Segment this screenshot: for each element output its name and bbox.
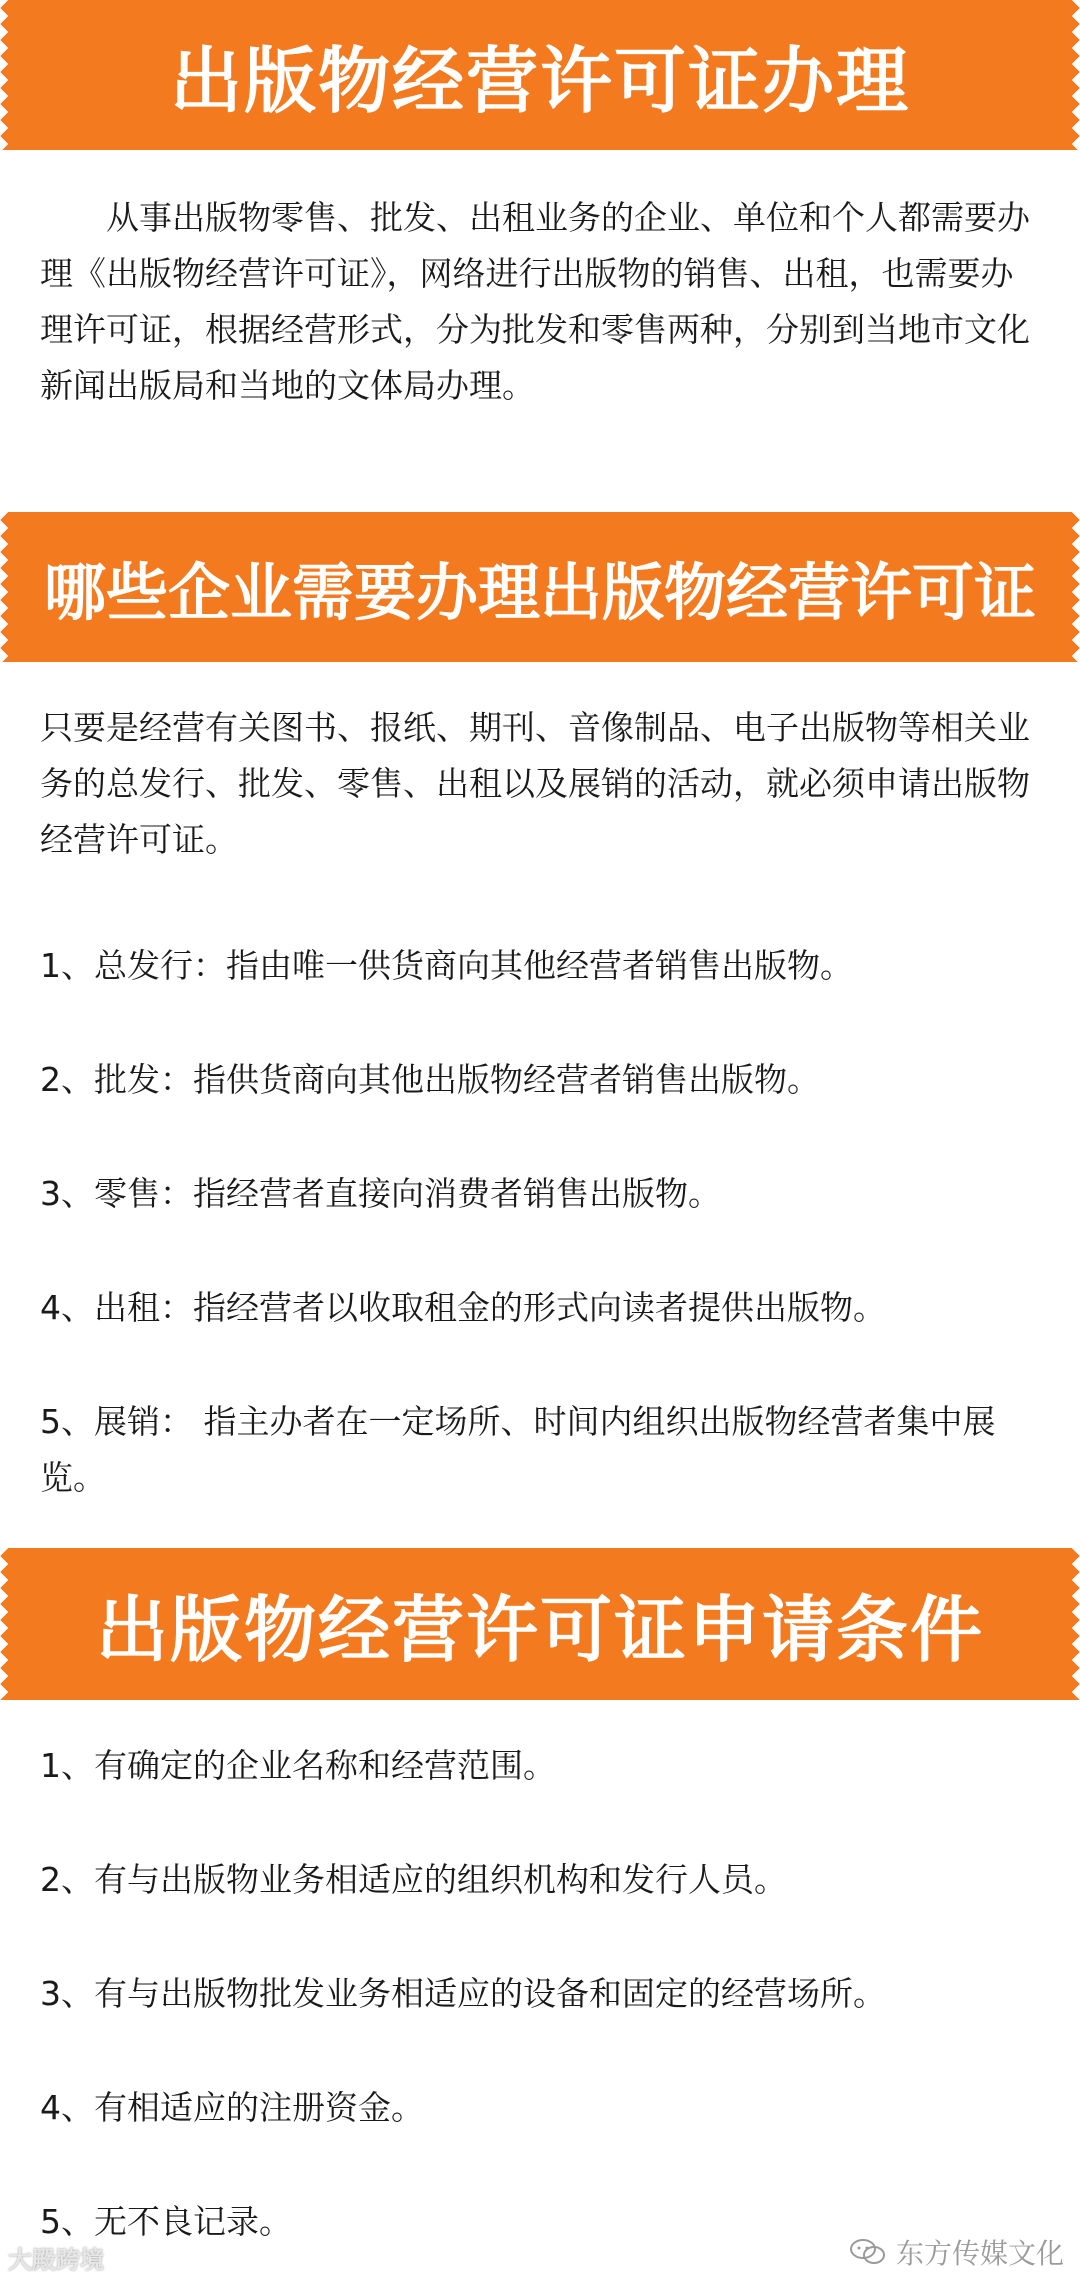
section-title-3: 出版物经营许可证申请条件: [95, 1588, 984, 1672]
list-item: 4、有相适应的注册资金。: [40, 2088, 424, 2127]
section-title-2: 哪些企业需要办理出版物经营许可证: [43, 555, 1036, 629]
watermark-right: [848, 2232, 1064, 2272]
list-item: 2、有与出版物业务相适应的组织机构和发行人员。: [40, 1860, 787, 1899]
wechat-icon: [848, 2237, 888, 2267]
list-item: 1、总发行：指由唯一供货商向其他经营者销售出版物。: [40, 946, 853, 985]
list-item: 4、出租：指经营者以收取租金的形式向读者提供出版物。: [40, 1288, 886, 1327]
list-item: 5、展销： 指主办者在一定场所、时间内组织出版物经营者集中展览。: [40, 1402, 996, 1497]
watermark-right-text: 东方传媒文化: [895, 2237, 1064, 2270]
list-item: 3、零售：指经营者直接向消费者销售出版物。: [40, 1174, 721, 1213]
list-item: 1、有确定的企业名称和经营范围。: [40, 1746, 556, 1785]
section-banner-1: [0, 0, 1080, 150]
intro-paragraph: 从事出版物零售、批发、出租业务的企业、单位和个人都需要办理《出版物经营许可证》，网络进行出版物的销售、出租，也需要办理许可证，根据经营形式，分为批发和零售两种，分别到当地市文化新闻出版局和当地的文体局办理。: [40, 198, 1030, 405]
section-banner-3: [0, 1548, 1080, 1700]
watermark-left: 大殿跨境: [8, 2246, 104, 2274]
section-title-1: 出版物经营许可证办理: [169, 39, 910, 123]
list-item: 5、无不良记录。: [40, 2202, 292, 2241]
list-item: 3、有与出版物批发业务相适应的设备和固定的经营场所。: [40, 1974, 886, 2013]
scope-paragraph: 只要是经营有关图书、报纸、期刊、音像制品、电子出版物等相关业务的总发行、批发、零售、出租以及展销的活动，就必须申请出版物经营许可证。: [40, 708, 1030, 859]
list-item: 2、批发：指供货商向其他出版物经营者销售出版物。: [40, 1060, 820, 1099]
section-banner-2: [0, 512, 1080, 662]
